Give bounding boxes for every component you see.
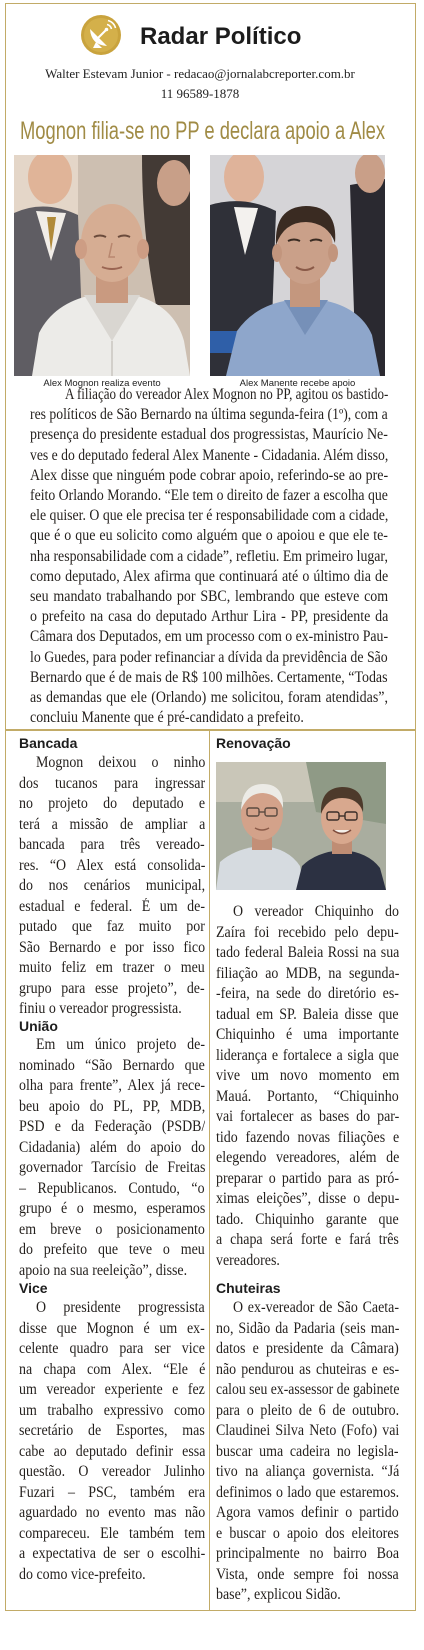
text-line-text: questão. O vereador Julinho: [19, 1463, 205, 1480]
text-line: [216, 1360, 399, 1381]
photo-left: [14, 155, 190, 376]
text-line: [30, 506, 388, 526]
text-line-text: – Republicanos. Contudo, “o: [19, 1179, 205, 1197]
photo-caption-right: Alex Manente recebe apoio: [239, 378, 356, 389]
text-line-text: um vereador experiente e fez: [19, 1381, 205, 1398]
text-line-text: na chapa com Alex. “Ele é: [19, 1360, 205, 1378]
text-line-text: celente quadro para ser vice: [19, 1340, 205, 1357]
section-heading-chuteiras: Chuteiras: [216, 1280, 281, 1296]
text-line-text: secretário de Esportes, mas: [19, 1422, 205, 1439]
text-line-text: apoio na sua reeleição”, disse.: [19, 1261, 188, 1279]
article-headline: [20, 116, 385, 146]
text-line-text: do nos cenários municipal,: [19, 877, 205, 894]
text-line-text: do prefeito que teve o meu: [19, 1241, 205, 1258]
text-line-text: muito feliz em trazer o meu: [19, 959, 205, 976]
text-line: [19, 1360, 205, 1381]
text-line: [19, 1179, 205, 1200]
text-line: [216, 1298, 399, 1319]
text-line-text: lo Guedes, para poder refinanciar a dívida da previdência de São: [30, 648, 388, 666]
text-line: [216, 1189, 399, 1210]
section-vice: [19, 1298, 205, 1585]
text-line-text: elegendo vereadores, além de: [216, 1149, 399, 1166]
text-line-text: cabe ao deputado definir essa: [19, 1442, 205, 1460]
text-line-text: Fuzari – PSC, também era: [19, 1483, 205, 1501]
text-line: [30, 486, 388, 506]
text-line: [216, 1169, 399, 1190]
text-line: [216, 1565, 399, 1586]
text-line-text: o prefeito na casa do deputado Arthur Lira - PP, presidente da: [30, 608, 388, 626]
text-line-text: que é o que eu solicito como alguém que o apoiou e que ele te-: [30, 527, 388, 545]
text-line-text: Agora vamos definir o partido: [216, 1504, 399, 1521]
text-line: [216, 1380, 399, 1401]
text-line: [216, 1025, 399, 1046]
text-line: [19, 815, 205, 836]
text-line-text: terá a missão de ampliar a: [19, 815, 205, 833]
section-chuteiras: [216, 1298, 399, 1606]
text-line: [216, 1319, 399, 1340]
main-article-text: [30, 385, 388, 728]
satellite-dish-icon: [80, 14, 122, 56]
text-line: [216, 1128, 399, 1149]
text-line-text: tado. Chiquinho garante que: [216, 1210, 399, 1228]
text-line-text: olha para frente”, Alex já rece-: [19, 1077, 205, 1094]
text-line: [19, 1298, 205, 1319]
section-divider: [5, 729, 416, 731]
text-line: [19, 753, 205, 774]
text-line: [216, 1210, 399, 1231]
text-line: [216, 1544, 399, 1565]
text-line: [216, 1107, 399, 1128]
photo-renovacao: [216, 762, 386, 890]
text-line-text: presença do presidente estadual dos progressistas, Maurício Ne-: [30, 426, 388, 444]
text-line-text: Zaíra foi recebido pelo depu-: [216, 923, 399, 941]
text-line-text: vive um novo momento em: [216, 1067, 399, 1084]
text-line: [30, 708, 388, 728]
text-line: [19, 1544, 205, 1565]
text-line-text: PSD e da Federação (PSDB/: [19, 1118, 205, 1135]
text-line: [216, 1524, 399, 1545]
text-line-text: A filiação do vereador Alex Mognon no PP, agitou os bastido-: [65, 386, 388, 403]
headline-text: Mognon filia-se no PP e declara apoio a Alex: [20, 117, 385, 145]
text-line: [19, 835, 205, 856]
text-line-text: buscar uma cadeira no legisla-: [216, 1442, 399, 1460]
section-heading-uniao: União: [19, 1018, 58, 1034]
author-byline: Walter Estevam Junior - redacao@jornalabcreporter.com.br: [45, 66, 355, 81]
text-line: [19, 1339, 205, 1360]
text-line-text: principalmente no bairro Boa: [216, 1545, 399, 1562]
text-line-text: res. “O Alex está consolida-: [19, 856, 205, 874]
text-line: [19, 1117, 205, 1138]
text-line: [19, 938, 205, 959]
text-line: [19, 917, 205, 938]
text-line: [19, 1565, 205, 1586]
text-line: [216, 1462, 399, 1483]
text-line-text: estadual e federal. É um de-: [19, 897, 205, 915]
text-line-text: O presidente progressista: [36, 1299, 205, 1316]
text-line: [30, 587, 388, 607]
text-line-text: dos tucanos para ingressar: [19, 774, 205, 792]
text-line-text: Bernardo que é de mais de R$ 100 milhões. Certamente, “Todas: [30, 668, 388, 686]
text-line-text: -feira, na sede do diretório es-: [216, 985, 399, 1002]
section-heading-renovacao: Renovação: [216, 735, 291, 751]
text-line-text: concluiu Manente que é pré-candidato a prefeito.: [30, 709, 304, 727]
text-line-text: como deputado, Alex afirma que continuará até o último dia de: [30, 567, 388, 585]
text-line: [30, 385, 388, 405]
text-line: [19, 897, 205, 918]
text-line: [30, 688, 388, 708]
text-line: [19, 1380, 205, 1401]
text-line-text: Alex disse que ninguém pode cobrar apoio, referindo-se ao pre-: [30, 466, 388, 484]
text-line: [216, 1087, 399, 1108]
text-line: [216, 984, 399, 1005]
text-line-text: feito Orlando Morando. “Ele tem o direito de fazer a escolha que: [30, 487, 388, 505]
text-line-text: do como vice-prefeito.: [19, 1565, 146, 1583]
text-line-text: a expectativa de ser o escolhi-: [19, 1545, 205, 1562]
text-line: [30, 466, 388, 486]
text-line: [19, 1220, 205, 1241]
text-line-text: Câmara dos Deputados, em um processo com o ex-ministro Pau-: [30, 628, 388, 646]
text-line: [19, 1421, 205, 1442]
text-line-text: grupo é o mesmo, esperamos: [19, 1200, 205, 1217]
text-line: [216, 1230, 399, 1251]
text-line: [19, 1442, 205, 1463]
text-line-text: as demandas que ele (Orlando) me solicitou, foram atendidas”,: [30, 689, 388, 707]
text-line: [19, 1035, 205, 1056]
text-line-text: no, Sidão da Padaria (seis man-: [216, 1319, 399, 1337]
text-line: [19, 1076, 205, 1097]
text-line-text: tivo na aliança governista. “Já: [216, 1463, 399, 1480]
text-line: [30, 547, 388, 567]
text-line: [216, 1005, 399, 1026]
text-line: [19, 1261, 205, 1282]
text-line: [19, 1240, 205, 1261]
text-line-text: para o pleito de 6 de outubro.: [216, 1401, 399, 1419]
text-line: [30, 405, 388, 425]
text-line: [30, 668, 388, 688]
text-line-text: nominado “São Bernardo que: [19, 1056, 205, 1074]
text-line-text: ximas eleições”, disse o depu-: [216, 1190, 399, 1207]
text-line: [216, 923, 399, 944]
text-line: [19, 1524, 205, 1545]
text-line-text: datos e presidente da Câmara): [216, 1340, 399, 1357]
text-line: [19, 1503, 205, 1524]
text-line: [216, 1401, 399, 1422]
text-line: [19, 1138, 205, 1159]
text-line-text: ele quiser. O que ele precisa ter é responsabilidade com a cidade,: [30, 507, 388, 525]
text-line: [19, 1056, 205, 1077]
text-line-text: seu mandato trabalhando por SBC, lembrando que esteve com: [30, 588, 388, 606]
text-line: [19, 1401, 205, 1422]
text-line: [216, 1503, 399, 1524]
text-line: [216, 1483, 399, 1504]
text-line: [30, 648, 388, 668]
text-line: [216, 1251, 399, 1272]
text-line: [216, 1421, 399, 1442]
section-uniao: [19, 1035, 205, 1281]
text-line: [216, 1148, 399, 1169]
text-line-text: Mognon deixou o ninho: [36, 754, 205, 771]
text-line: [30, 425, 388, 445]
text-line: [19, 1199, 205, 1220]
text-line-text: Cidadania) além do apoio do: [19, 1138, 205, 1156]
text-line-text: tido fazendo novas filiações e: [216, 1128, 399, 1146]
text-line-text: calou seu ex-assessor de gabinete: [216, 1381, 399, 1398]
text-line: [19, 774, 205, 795]
text-line-text: preparar o partido para as pró-: [216, 1169, 399, 1187]
text-line-text: e buscar o apoio dos eleitores: [216, 1524, 399, 1542]
text-line: [19, 876, 205, 897]
column-divider: [209, 731, 210, 1611]
text-line: [19, 958, 205, 979]
text-line-text: compareceu. Ele também tem: [19, 1524, 205, 1542]
text-line-text: ves e do deputado federal Alex Manente - Cidadania. Além disso,: [30, 446, 388, 464]
text-line: [216, 902, 399, 923]
text-line-text: vereadores.: [216, 1251, 280, 1269]
text-line-text: não pendurou as chuteiras e es-: [216, 1360, 399, 1378]
text-line-text: grupo para esse projeto”, de-: [19, 979, 205, 997]
column-title: Radar Político: [140, 23, 302, 50]
text-line: [19, 1483, 205, 1504]
text-line-text: putado que faz muito por: [19, 918, 205, 935]
text-line: [19, 1319, 205, 1340]
text-line-text: em breve o posicionamento: [19, 1220, 205, 1238]
text-line-text: filiação ao MDB, na segunda-: [216, 964, 399, 982]
text-line-text: Mauá. Portanto, “Chiquinho: [216, 1087, 399, 1105]
text-line: [19, 794, 205, 815]
text-line-text: O ex-vereador de São Caeta-: [233, 1299, 399, 1316]
section-heading-bancada: Bancada: [19, 735, 78, 751]
text-line: [216, 1585, 399, 1606]
text-line: [30, 567, 388, 587]
text-line-text: base”, explicou Sidão.: [216, 1586, 341, 1603]
contact-phone: 11 96589-1878: [160, 86, 240, 101]
text-line: [216, 1046, 399, 1067]
text-line: [216, 964, 399, 985]
text-line: [216, 1339, 399, 1360]
text-line-text: Em um único projeto de-: [36, 1036, 205, 1053]
text-line: [19, 856, 205, 877]
text-line: [19, 1097, 205, 1118]
text-line-text: a chapa será forte e fará três: [216, 1231, 399, 1248]
text-line: [19, 979, 205, 1000]
section-bancada: [19, 753, 205, 1020]
text-line: [19, 1158, 205, 1179]
text-line: [19, 1462, 205, 1483]
text-line: [216, 943, 399, 964]
text-line-text: um trabalho expressivo como: [19, 1401, 205, 1419]
text-line-text: beu apoio do PL, PP, MDB,: [19, 1097, 205, 1115]
photo-caption-left: Alex Mognon realiza evento: [43, 378, 161, 389]
text-line: [216, 1442, 399, 1463]
text-line-text: nha responsabilidade com a cidade”, refletiu. Em primeiro lugar,: [30, 547, 388, 565]
text-line-text: Claudinei Silva Neto (Fofo) vai: [216, 1422, 399, 1439]
text-line-text: disse que Mognon é um ex-: [19, 1319, 205, 1337]
text-line-text: O vereador Chiquinho do: [233, 903, 399, 920]
text-line-text: São Bernardo e por isso fico: [19, 938, 205, 956]
text-line-text: res políticos de São Bernardo na última segunda-feira (1º), com a: [30, 406, 388, 424]
text-line: [216, 1066, 399, 1087]
text-line-text: governador Tarcísio de Freitas: [19, 1159, 205, 1176]
photo-right: [210, 155, 385, 376]
text-line-text: tadual em SP. Baleia disse que: [216, 1005, 399, 1023]
text-line-text: finiu o vereador progressista.: [19, 1000, 182, 1017]
text-line-text: liderança e fortalece a sigla que: [216, 1046, 399, 1064]
section-renovacao: [216, 902, 399, 1271]
text-line-text: bancada para três vereado-: [19, 836, 205, 853]
text-line-text: definimos o lado que estaremos.: [216, 1483, 399, 1501]
text-line-text: no projeto do deputado e: [19, 795, 205, 812]
text-line-text: Vista, onde sempre foi nossa: [216, 1565, 399, 1583]
text-line-text: aguardado no evento mas não: [19, 1504, 205, 1521]
text-line: [30, 607, 388, 627]
text-line: [30, 446, 388, 466]
section-heading-vice: Vice: [19, 1280, 48, 1296]
text-line: [30, 526, 388, 546]
text-line: [30, 627, 388, 647]
text-line-text: tado federal Baleia Rossi na sua: [216, 944, 399, 961]
text-line-text: vai fortalecer as bases do par-: [216, 1108, 399, 1125]
text-line-text: Chiquinho é uma importante: [216, 1026, 399, 1043]
